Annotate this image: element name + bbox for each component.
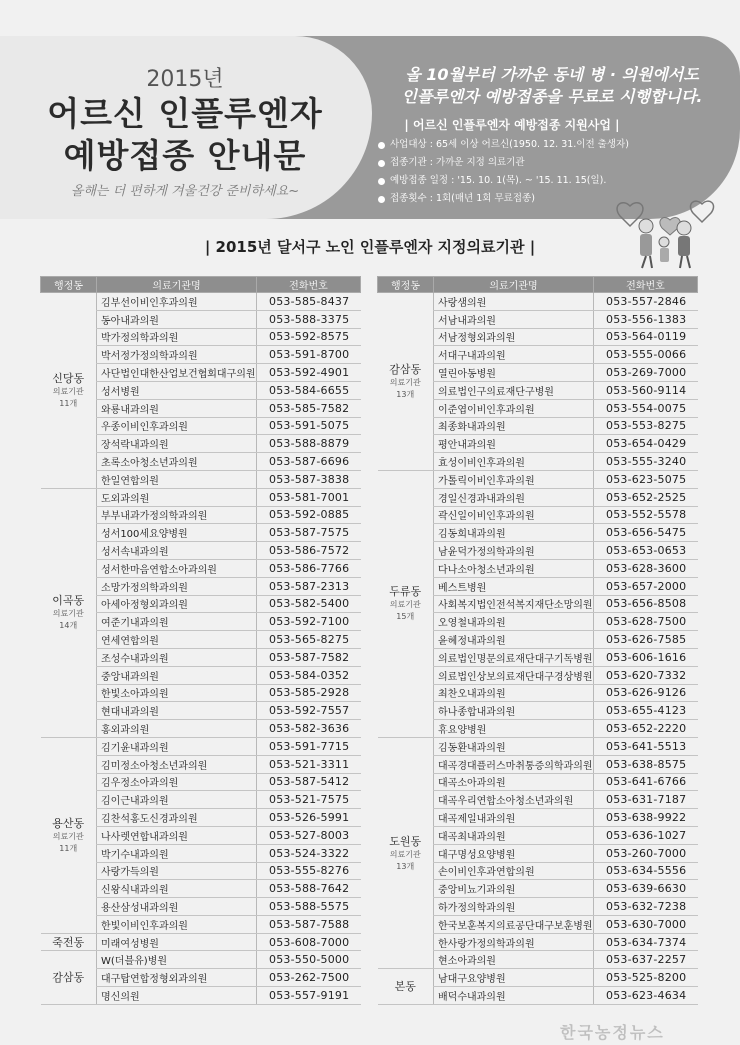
program-title: | 어르신 인플루엔자 예방접종 지원사업 | [404,118,620,132]
district-name: 신당동 [52,371,85,385]
clinic-phone: 053-584-6655 [257,381,361,399]
district-cell [41,951,97,1004]
clinic-count: 의료기관 [52,386,84,396]
clinic-name: 중앙내과의원 [97,666,257,684]
clinic-name: 박가정의학과의원 [97,328,257,346]
clinic-name: 사랑샘의원 [434,293,594,311]
district-name: 죽전동 [52,935,85,949]
clinic-phone: 053-555-8276 [257,862,361,880]
clinic-name: 김부선이비인후과의원 [97,293,257,311]
clinic-phone: 053-587-5412 [257,773,361,791]
header-banner [0,0,740,222]
clinic-phone: 053-585-2928 [257,684,361,702]
clinic-name: 한빛소아과의원 [97,684,257,702]
district-name: 감삼동 [52,971,85,985]
clinic-name: 윤혜정내과의원 [434,631,594,649]
clinic-phone: 053-637-2257 [594,951,698,969]
district-cell [378,470,434,737]
clinic-name: 서남내과의원 [434,310,594,328]
clinic-name: 사회복지법인전석복지재단소망의원 [434,595,594,613]
clinic-name: W(더블유)병원 [97,951,257,969]
clinic-name: 김이근내과의원 [97,791,257,809]
clinic-name: 우종이비인후과의원 [97,417,257,435]
clinic-phone: 053-526-5991 [257,809,361,827]
clinic-phone: 053-626-9126 [594,684,698,702]
clinic-phone: 053-638-9922 [594,809,698,827]
clinic-name: 박기수내과의원 [97,844,257,862]
clinic-count: 11개 [59,398,78,408]
clinic-name: 남윤덕가정의학과의원 [434,542,594,560]
table-row [378,293,698,311]
clinic-name: 최종화내과의원 [434,417,594,435]
clinic-phone: 053-269-7000 [594,364,698,382]
clinic-name: 명신의원 [97,987,257,1005]
table-body [41,293,361,1005]
clinic-phone: 053-525-8200 [594,969,698,987]
clinic-phone: 053-565-8275 [257,631,361,649]
clinic-name: 조성수내과의원 [97,648,257,666]
clinic-name: 현대내과의원 [97,702,257,720]
watermark: 한국농정뉴스 [560,1023,665,1042]
clinic-name: 한사랑가정의학과의원 [434,933,594,951]
clinic-phone: 053-587-7575 [257,524,361,542]
clinic-phone: 053-585-8437 [257,293,361,311]
district-name: 도원동 [389,834,422,848]
slogan: 올해는 더 편하게 겨울건강 준비하세요~ [70,184,300,199]
district-cell [378,969,434,1005]
clinic-phone: 053-656-5475 [594,524,698,542]
clinic-phone: 053-582-5400 [257,595,361,613]
district-name: 이곡동 [52,594,85,608]
clinic-phone: 053-634-5556 [594,862,698,880]
district-cell [41,488,97,737]
clinic-phone: 053-591-7715 [257,737,361,755]
headline-line1: 올 10월부터 가까운 동네 병 · 의원에서도 [405,65,699,84]
column-header-dong: 행정동 [378,277,434,293]
clinic-name: 현소아과의원 [434,951,594,969]
district-cell [41,737,97,933]
clinic-phone: 053-554-0075 [594,399,698,417]
clinic-name: 대곡우리연합소아청소년과의원 [434,791,594,809]
clinic-name: 초록소아청소년과의원 [97,453,257,471]
clinic-name: 대구탑연합정형외과의원 [97,969,257,987]
table-row [41,293,361,311]
clinic-phone: 053-581-7001 [257,488,361,506]
clinic-phone: 053-584-0352 [257,666,361,684]
table-row [378,969,698,987]
clinic-name: 연세연합의원 [97,631,257,649]
clinic-phone: 053-592-7100 [257,613,361,631]
clinic-name: 중앙비뇨기과의원 [434,880,594,898]
clinic-name: 오영철내과의원 [434,613,594,631]
clinic-name: 최찬오내과의원 [434,684,594,702]
page-title-line2: 예방접종 안내문 [63,136,307,175]
district-cell [378,737,434,968]
program-info-item: 사업대상 : 65세 이상 어르신(1950. 12. 31.이전 출생자) [378,136,629,154]
clinic-name: 의료법인명문의료재단대구기독병원 [434,648,594,666]
bullet-icon [378,142,385,149]
clinic-name: 소망가정의학과의원 [97,577,257,595]
clinic-name: 홍외과의원 [97,720,257,738]
clinic-name: 도외과의원 [97,488,257,506]
table-row [41,933,361,951]
clinic-phone: 053-588-7642 [257,880,361,898]
program-info-item: 예방접종 일정 : '15. 10. 1(목). ~ '15. 11. 15(일). [378,172,629,190]
section-title: | 2015년 달서구 노인 인플루엔자 지정의료기관 | [204,238,536,256]
year-title: 2015년 [146,67,224,92]
clinic-name: 성서100세요양병원 [97,524,257,542]
clinic-phone: 053-632-7238 [594,898,698,916]
clinic-phone: 053-628-3600 [594,559,698,577]
clinic-phone: 053-592-4901 [257,364,361,382]
clinic-phone: 053-656-8508 [594,595,698,613]
clinic-phone: 053-555-3240 [594,453,698,471]
clinic-phone: 053-608-7000 [257,933,361,951]
clinic-name: 김찬석홍도신경과의원 [97,809,257,827]
clinic-phone: 053-641-5513 [594,737,698,755]
clinic-name: 베스트병원 [434,577,594,595]
clinic-name: 효성이비인후과의원 [434,453,594,471]
clinic-name: 김우정소아과의원 [97,773,257,791]
table-row [41,488,361,506]
table-row [378,470,698,488]
clinic-name: 한일연합의원 [97,470,257,488]
clinic-name: 평안내과의원 [434,435,594,453]
clinic-phone: 053-587-7588 [257,915,361,933]
district-cell [378,293,434,471]
clinic-phone: 053-634-7374 [594,933,698,951]
clinic-phone: 053-557-9191 [257,987,361,1005]
clinic-phone: 053-636-1027 [594,826,698,844]
column-header-name: 의료기관명 [97,277,257,293]
clinic-name: 성서속내과의원 [97,542,257,560]
clinic-name: 휴요양병원 [434,720,594,738]
clinic-phone: 053-557-2846 [594,293,698,311]
table-row [378,737,698,755]
clinic-phone: 053-521-3311 [257,755,361,773]
clinic-name: 신왕식내과의원 [97,880,257,898]
clinic-name: 의료법인상보의료재단대구경상병원 [434,666,594,684]
clinic-name: 여준기내과의원 [97,613,257,631]
clinic-phone: 053-587-7582 [257,648,361,666]
clinic-phone: 053-638-8575 [594,755,698,773]
page-title-line1: 어르신 인플루엔자 [47,94,323,133]
district-name: 용산동 [52,816,85,830]
clinic-phone: 053-639-6630 [594,880,698,898]
district-name: 두류동 [389,585,422,599]
program-info-item: 접종횟수 : 1회(매년 1회 무료접종) [378,190,629,208]
clinic-phone: 053-521-7575 [257,791,361,809]
clinic-name: 장석락내과의원 [97,435,257,453]
clinic-name: 미래여성병원 [97,933,257,951]
clinic-name: 이준엽이비인후과의원 [434,399,594,417]
clinic-count: 의료기관 [389,849,421,859]
clinic-phone: 053-262-7500 [257,969,361,987]
clinic-count: 의료기관 [389,377,421,387]
clinic-name: 사랑가득의원 [97,862,257,880]
clinic-phone: 053-586-7572 [257,542,361,560]
clinic-phone: 053-524-3322 [257,844,361,862]
clinic-table-left [40,276,361,1005]
clinic-name: 가톨릭이비인후과의원 [434,470,594,488]
clinic-name: 용산삼성내과의원 [97,898,257,916]
clinic-count: 13개 [396,861,415,871]
bullet-icon [378,178,385,185]
clinic-name: 대곡경대플러스마취통증의학과의원 [434,755,594,773]
clinic-name: 경일신경과내과의원 [434,488,594,506]
clinic-phone: 053-260-7000 [594,844,698,862]
clinic-phone: 053-527-8003 [257,826,361,844]
clinic-phone: 053-550-5000 [257,951,361,969]
program-info-list [378,136,629,208]
clinic-name: 김미정소아청소년과의원 [97,755,257,773]
clinic-name: 와룡내과의원 [97,399,257,417]
column-header-dong: 행정동 [41,277,97,293]
table-header-row [378,277,698,293]
family-illustration-icon [612,198,722,270]
clinic-phone: 053-586-7766 [257,559,361,577]
clinic-name: 곽신일이비인후과의원 [434,506,594,524]
clinic-phone: 053-652-2220 [594,720,698,738]
clinic-name: 대곡제일내과의원 [434,809,594,827]
table-row [41,951,361,969]
bullet-icon [378,196,385,203]
column-header-phone: 전화번호 [594,277,698,293]
clinic-phone: 053-585-7582 [257,399,361,417]
clinic-name: 남대구요양병원 [434,969,594,987]
clinic-name: 다나소아청소년과의원 [434,559,594,577]
clinic-name: 김동희내과의원 [434,524,594,542]
clinic-name: 한빛이비인후과의원 [97,915,257,933]
clinic-phone: 053-556-1383 [594,310,698,328]
clinic-count: 14개 [59,621,78,631]
clinic-count: 의료기관 [52,831,84,841]
clinic-phone: 053-591-8700 [257,346,361,364]
clinic-phone: 053-592-0885 [257,506,361,524]
column-header-phone: 전화번호 [257,277,361,293]
clinic-phone: 053-628-7500 [594,613,698,631]
clinic-count: 11개 [59,843,78,853]
clinic-name: 아세아정형외과의원 [97,595,257,613]
clinic-phone: 053-588-5575 [257,898,361,916]
clinic-phone: 053-560-9114 [594,381,698,399]
clinic-name: 대곡소아과의원 [434,773,594,791]
clinic-phone: 053-630-7000 [594,915,698,933]
clinic-phone: 053-587-6696 [257,453,361,471]
clinic-name: 서대구내과의원 [434,346,594,364]
clinic-name: 김동환내과의원 [434,737,594,755]
clinic-name: 성서병원 [97,381,257,399]
clinic-name: 김기윤내과의원 [97,737,257,755]
clinic-name: 나사렛연합내과의원 [97,826,257,844]
clinic-name: 대곡최내과의원 [434,826,594,844]
clinic-phone: 053-592-8575 [257,328,361,346]
clinic-phone: 053-623-4634 [594,987,698,1005]
clinic-phone: 053-641-6766 [594,773,698,791]
clinic-phone: 053-654-0429 [594,435,698,453]
clinic-name: 서남정형외과의원 [434,328,594,346]
clinic-count: 의료기관 [52,609,84,619]
headline-line2: 인플루엔자 예방접종을 무료로 시행합니다. [401,87,703,106]
clinic-name: 한국보훈복지의료공단대구보훈병원 [434,915,594,933]
clinic-name: 사단법인대한산업보건협회대구의원 [97,364,257,382]
clinic-name: 배덕수내과의원 [434,987,594,1005]
table-header-row [41,277,361,293]
clinic-name: 열린아동병원 [434,364,594,382]
clinic-phone: 053-588-8879 [257,435,361,453]
clinic-phone: 053-626-7585 [594,631,698,649]
district-cell [41,293,97,489]
clinic-name: 대구명성요양병원 [434,844,594,862]
clinic-name: 성서한마음연합소아과의원 [97,559,257,577]
clinic-phone: 053-657-2000 [594,577,698,595]
district-name: 감삼동 [389,362,422,376]
clinic-phone: 053-591-5075 [257,417,361,435]
clinic-phone: 053-564-0119 [594,328,698,346]
clinic-count: 의료기관 [389,600,421,610]
clinic-name: 손이비인후과연합의원 [434,862,594,880]
clinic-phone: 053-582-3636 [257,720,361,738]
clinic-phone: 053-592-7557 [257,702,361,720]
clinic-name: 박서정가정의학과의원 [97,346,257,364]
clinic-phone: 053-623-5075 [594,470,698,488]
clinic-name: 하가정의학과의원 [434,898,594,916]
clinic-count: 15개 [396,612,415,622]
clinic-phone: 053-631-7187 [594,791,698,809]
program-info-item: 접종기관 : 가까운 지정 의료기관 [378,154,629,172]
bullet-icon [378,160,385,167]
clinic-phone: 053-587-3838 [257,470,361,488]
table-body [378,293,698,1005]
clinic-phone: 053-587-2313 [257,577,361,595]
clinic-name: 동아내과의원 [97,310,257,328]
district-name: 본동 [394,980,416,994]
column-header-name: 의료기관명 [434,277,594,293]
clinic-phone: 053-606-1616 [594,648,698,666]
clinic-phone: 053-653-0653 [594,542,698,560]
clinic-phone: 053-620-7332 [594,666,698,684]
clinic-name: 부부내과가정의학과의원 [97,506,257,524]
clinic-phone: 053-553-8275 [594,417,698,435]
district-cell [41,933,97,951]
clinic-phone: 053-652-2525 [594,488,698,506]
clinic-phone: 053-555-0066 [594,346,698,364]
clinic-table-right [377,276,698,1005]
clinic-phone: 053-655-4123 [594,702,698,720]
clinic-name: 하나종합내과의원 [434,702,594,720]
table-row [41,737,361,755]
clinic-phone: 053-552-5578 [594,506,698,524]
clinic-name: 의료법인구의료재단구병원 [434,381,594,399]
clinic-count: 13개 [396,389,415,399]
clinic-phone: 053-588-3375 [257,310,361,328]
